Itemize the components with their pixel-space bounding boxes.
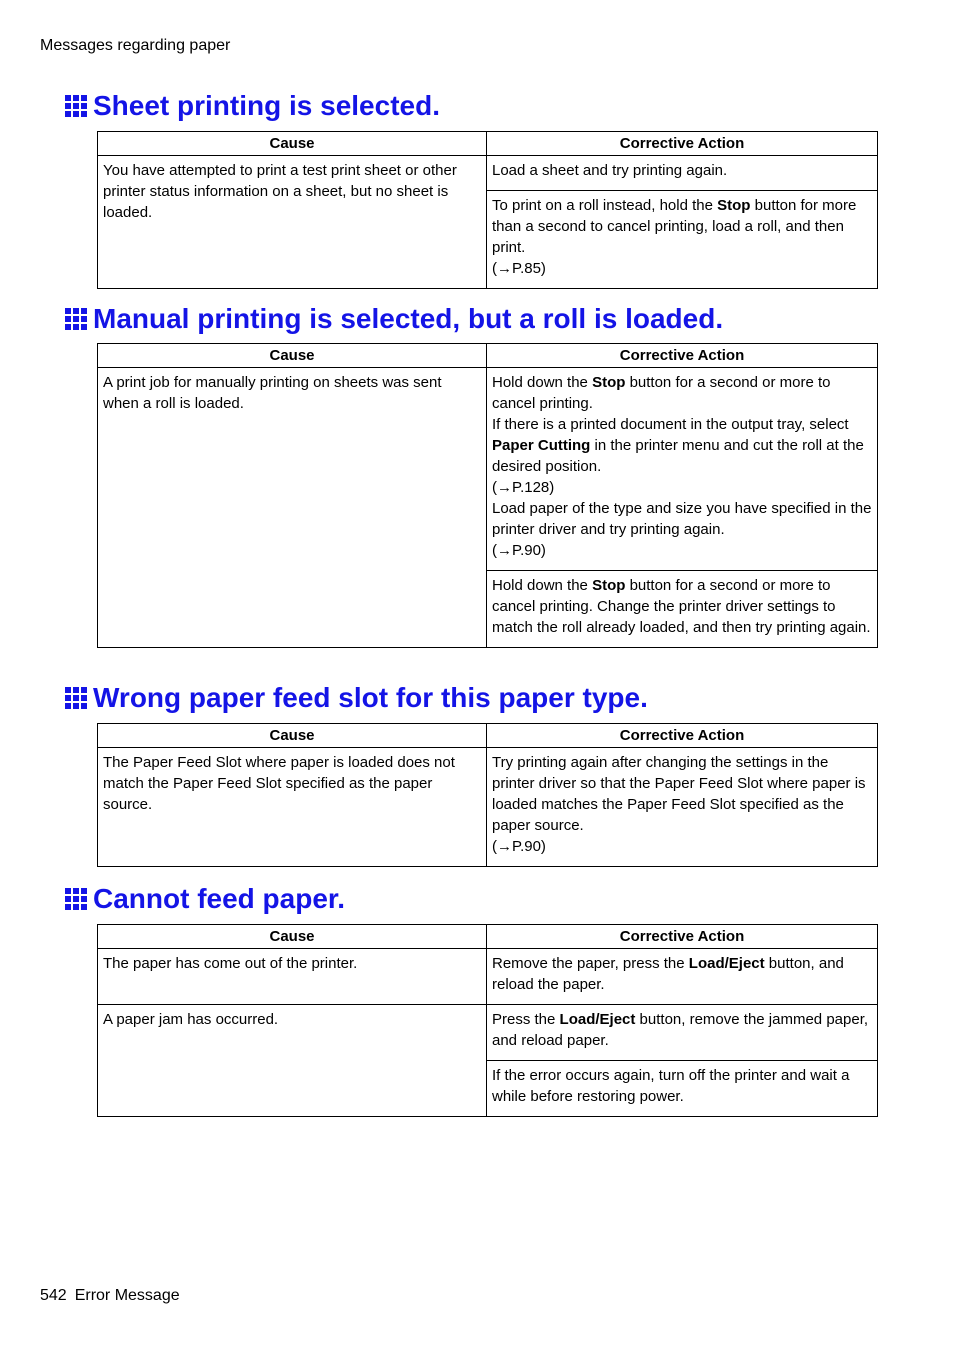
- action-text: To print on a roll instead, hold the: [492, 197, 718, 214]
- table-row: [98, 1005, 878, 1061]
- button-name: Paper Cutting: [492, 437, 591, 454]
- action-column-header: Corrective Action: [487, 724, 878, 748]
- action-text: Load paper of the type and size you have specified in the printer driver and try printing again.: [492, 500, 872, 538]
- page-number: 542: [40, 1287, 67, 1304]
- section-grid-icon: [65, 308, 87, 330]
- action-cell: [487, 748, 878, 867]
- cause-cell: A paper jam has occurred.: [98, 1005, 487, 1117]
- button-name: Load/Eject: [688, 955, 765, 972]
- action-text: (→P.128): [492, 479, 555, 496]
- button-name: Stop: [592, 374, 626, 391]
- cause-cell: A print job for manually printing on sheets was sent when a roll is loaded.: [98, 368, 487, 648]
- cause-column-header: Cause: [98, 925, 487, 949]
- action-text: Try printing again after changing the settings in the printer driver so that the Paper Feed Slot where paper is loaded matches the Paper Feed Slot specified as the paper source.: [492, 754, 866, 834]
- running-head: Messages regarding paper: [40, 37, 231, 54]
- message-table: [97, 131, 878, 289]
- section-title-text: Wrong paper feed slot for this paper type.: [93, 682, 648, 713]
- action-cell: [487, 1061, 878, 1117]
- action-text: (→P.90): [492, 838, 546, 855]
- button-name: Stop: [592, 577, 626, 594]
- action-text: If there is a printed document in the output tray, select: [492, 416, 849, 433]
- table-row: [98, 748, 878, 867]
- section-title-text: Sheet printing is selected.: [93, 90, 440, 121]
- action-text: Remove the paper, press the: [492, 955, 689, 972]
- action-cell: [487, 1005, 878, 1061]
- section-title: [65, 681, 648, 715]
- button-name: Stop: [717, 197, 751, 214]
- action-column-header: Corrective Action: [487, 925, 878, 949]
- action-text: Press the: [492, 1011, 560, 1028]
- action-text: button for a second or more to cancel printing.: [492, 374, 831, 412]
- action-text: button, remove the jammed paper, and reload paper.: [492, 1011, 869, 1049]
- action-cell: [487, 191, 878, 289]
- action-cell: [487, 571, 878, 648]
- section-title: [65, 89, 440, 123]
- table-row: [98, 949, 878, 1005]
- section-grid-icon: [65, 95, 87, 117]
- action-text: Hold down the: [492, 374, 593, 391]
- action-text: If the error occurs again, turn off the printer and wait a while before restoring power.: [492, 1067, 850, 1105]
- table-row: [98, 368, 878, 571]
- section-title: [65, 302, 723, 336]
- action-text: button for a second or more to cancel printing. Change the printer driver settings to match the roll already loaded, and then try printing again.: [492, 577, 871, 636]
- message-table: [97, 343, 878, 648]
- action-cell: [487, 949, 878, 1005]
- action-text: Hold down the: [492, 577, 593, 594]
- cause-cell: You have attempted to print a test print sheet or other printer status information on a sheet, but no sheet is loaded.: [98, 156, 487, 289]
- cause-column-header: Cause: [98, 344, 487, 368]
- message-table: [97, 924, 878, 1117]
- action-text: (→P.90): [492, 542, 546, 559]
- cause-cell: The paper has come out of the printer.: [98, 949, 487, 1005]
- section-title: [65, 882, 345, 916]
- page-footer: [40, 1287, 180, 1305]
- action-cell: [487, 156, 878, 191]
- cause-column-header: Cause: [98, 724, 487, 748]
- cause-column-header: Cause: [98, 132, 487, 156]
- cause-cell: The Paper Feed Slot where paper is loaded does not match the Paper Feed Slot specified as the paper source.: [98, 748, 487, 867]
- section-title-text: Manual printing is selected, but a roll is loaded.: [93, 303, 724, 334]
- action-text: Load a sheet and try printing again.: [492, 162, 728, 179]
- section-grid-icon: [65, 888, 87, 910]
- action-column-header: Corrective Action: [487, 132, 878, 156]
- message-table: [97, 723, 878, 867]
- footer-section-name: Error Message: [74, 1287, 180, 1304]
- action-text: (→P.85): [492, 260, 546, 277]
- section-title-text: Cannot feed paper.: [93, 883, 346, 914]
- action-cell: [487, 368, 878, 571]
- action-text: in the printer menu and cut the roll at the desired position.: [492, 437, 864, 475]
- button-name: Load/Eject: [559, 1011, 636, 1028]
- action-text: button for more than a second to cancel printing, load a roll, and then print.: [492, 197, 857, 256]
- table-row: [98, 156, 878, 191]
- section-grid-icon: [65, 687, 87, 709]
- action-column-header: Corrective Action: [487, 344, 878, 368]
- action-text: button, and reload the paper.: [492, 955, 844, 993]
